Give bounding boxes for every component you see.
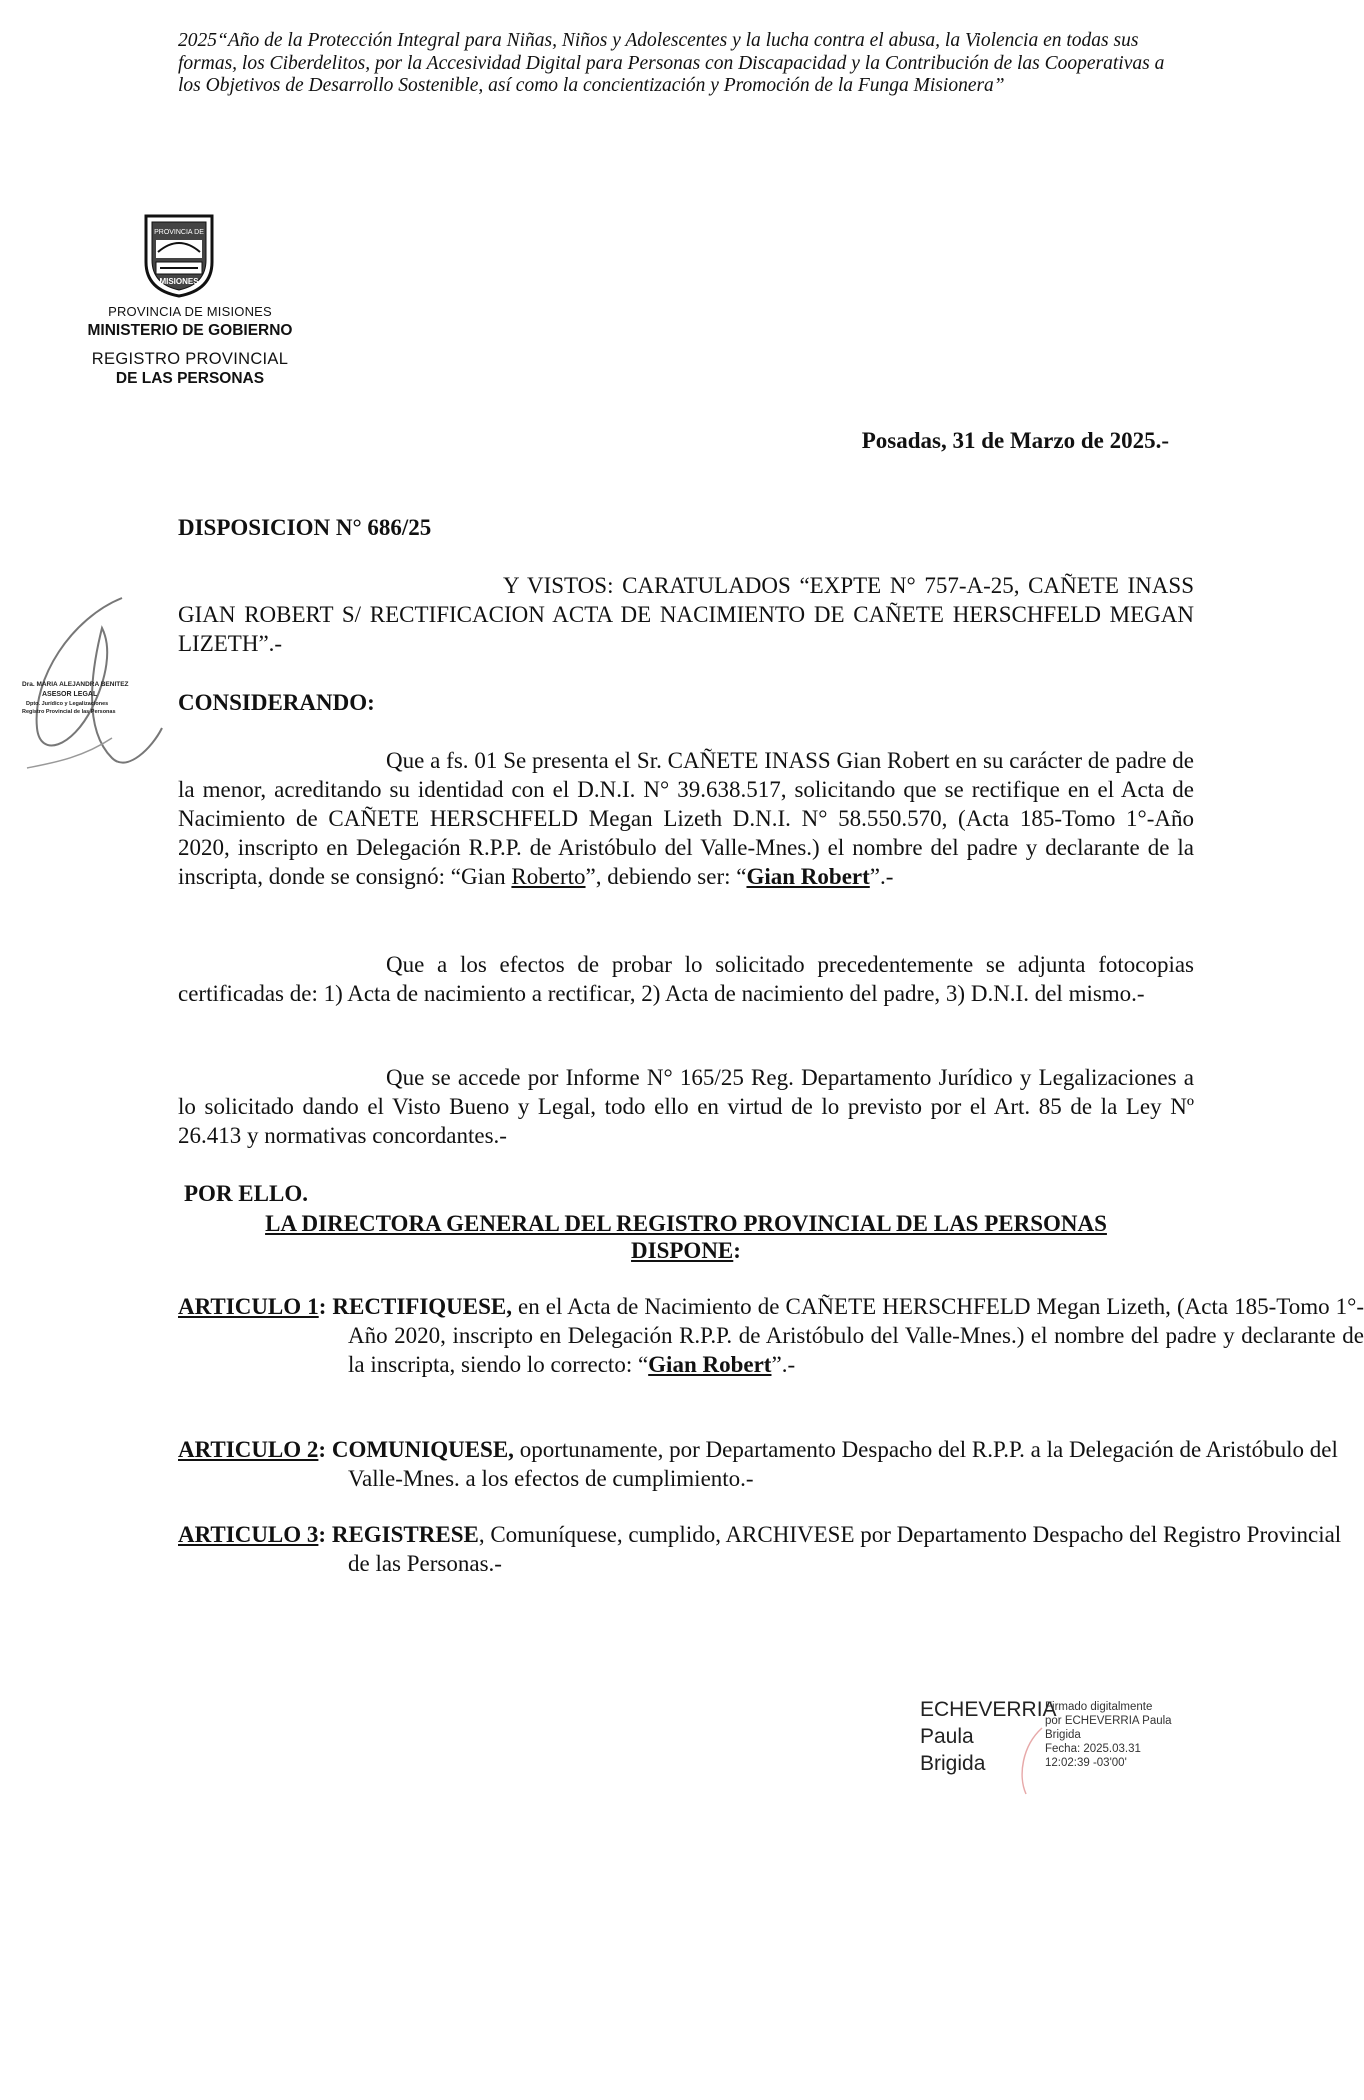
stamp-line-3: Dpto. Jurídico y Legalizaciones bbox=[26, 701, 109, 707]
organization-block bbox=[60, 302, 320, 388]
dispone-colon: : bbox=[733, 1238, 741, 1263]
article-3-text: , Comuníquese, cumplido, ARCHIVESE por Departamento Despacho del Registro Provincial de las Personas.- bbox=[348, 1522, 1342, 1576]
article-2-text: oportunamente, por Departamento Despacho del R.P.P. a la Delegación de Aristóbulo del Valle-Mnes. a los efectos de cumplimiento.- bbox=[348, 1437, 1338, 1491]
dispone-word: DISPONE bbox=[631, 1238, 734, 1263]
org-line-persons bbox=[60, 369, 320, 388]
seal-text-top: PROVINCIA DE bbox=[154, 229, 204, 236]
article-1-verb: RECTIFIQUESE, bbox=[332, 1294, 512, 1319]
considerando-paragraph-2: Que a los efectos de probar lo solicitado precedentemente se adjunta fotocopias certificadas de: 1) Acta de nacimiento a rectificar, 2) Acta de nacimiento del padre, 3) D.N.I. del mismo.- bbox=[178, 952, 1194, 1006]
article-2-colon: : bbox=[318, 1437, 332, 1462]
article-1-end: ”.- bbox=[771, 1352, 796, 1377]
vistos-paragraph: Y VISTOS: CARATULADOS “EXPTE N° 757-A-25, CAÑETE INASS GIAN ROBERT S/ RECTIFICACION ACTA DE NACIMIENTO DE CAÑETE HERSCHFELD MEGAN LIZETH”.- bbox=[178, 573, 1194, 656]
p1-text: Que a fs. 01 Se presenta el Sr. CAÑETE INASS Gian Robert en su carácter de padre de la menor, acreditando su identidad con el D.N.I. N° 39.638.517, solicitando que se rectifique en el Acta de Nacimiento de CAÑETE HERSCHFELD Megan Lizeth D.N.I. N° 58.550.570, (Acta 185-Tomo 1°-Año 2020, inscripto en Delegación R.P.P. de Aristóbulo del Valle-Mnes.) el nombre del padre y declarante de la inscripta, donde se consignó: “Gian bbox=[178, 748, 1194, 889]
article-3 bbox=[178, 1520, 1364, 1578]
por-ello: POR ELLO. bbox=[184, 1181, 308, 1206]
considerando-title: CONSIDERANDO: bbox=[178, 690, 375, 715]
org-line-persons-b: PERSONAS bbox=[177, 370, 265, 387]
seal-text-bottom: MISIONES bbox=[159, 277, 199, 286]
signer-name-line-3: Brigida bbox=[920, 1752, 986, 1775]
disposition-title: DISPOSICION N° 686/25 bbox=[178, 515, 432, 540]
header-motto: 2025“Año de la Protección Integral para Niñas, Niños y Adolescentes y la lucha contra el abusa, la Violencia en todas sus formas, los Ciberdelitos, por la Accesividad Digital para Personas con Discapacidad y la Contribución de las Cooperativas a los Objetivos de Desarrollo Sostenible, así como la concientización y Promoción de la Funga Misionera” bbox=[178, 30, 1165, 96]
stamp-line-4: Registro Provincial de las Personas bbox=[22, 709, 116, 715]
article-3-verb: REGISTRESE bbox=[331, 1522, 479, 1547]
article-2-verb: COMUNIQUESE, bbox=[331, 1437, 514, 1462]
org-line-ministry: MINISTERIO DE GOBIERNO bbox=[87, 322, 293, 339]
article-1-label: ARTICULO 1 bbox=[178, 1294, 319, 1319]
org-line-registry: REGISTRO PROVINCIAL bbox=[91, 350, 289, 368]
signature-meta-line-4: Fecha: 2025.03.31 bbox=[1045, 1743, 1141, 1755]
document-date: Posadas, 31 de Marzo de 2025.- bbox=[861, 428, 1169, 453]
signature-meta-line-5: 12:02:39 -03'00' bbox=[1045, 1757, 1127, 1769]
article-2 bbox=[178, 1435, 1364, 1493]
considerando-paragraph-3: Que se accede por Informe N° 165/25 Reg. Departamento Jurídico y Legalizaciones a lo solicitado dando el Visto Bueno y Legal, todo ello en virtud de lo previsto por el Art. 85 de la Ley Nº 26.413 y normativas concordantes.- bbox=[178, 1065, 1194, 1148]
signer-name-line-2: Paula bbox=[920, 1725, 974, 1748]
dispone-line bbox=[178, 1237, 1194, 1264]
directora-heading bbox=[178, 1210, 1194, 1264]
signature-meta-line-1: Firmado digitalmente bbox=[1045, 1701, 1153, 1713]
p1-underlined: Roberto bbox=[511, 864, 586, 889]
considerando-paragraph-1 bbox=[178, 746, 1194, 891]
signature-meta-line-3: Brigida bbox=[1045, 1729, 1081, 1741]
article-1-text: en el Acta de Nacimiento de CAÑETE HERSCHFELD Megan Lizeth, (Acta 185-Tomo 1°-Año 2020, inscripto en Delegación R.P.P. de Aristóbulo del Valle-Mnes.) el nombre del padre y declarante de la inscripta, siendo lo correcto: “ bbox=[348, 1294, 1364, 1377]
article-2-label: ARTICULO 2 bbox=[178, 1437, 319, 1462]
legal-advisor-signature bbox=[12, 588, 172, 798]
article-3-label: ARTICULO 3 bbox=[178, 1522, 319, 1547]
p1-bold-underlined: Gian Robert bbox=[746, 864, 870, 889]
p1-mid: ”, debiendo ser: “ bbox=[585, 864, 747, 889]
stamp-line-2: ASESOR LEGAL bbox=[42, 691, 98, 698]
stamp-line-1: Dra. MARIA ALEJANDRA BENITEZ bbox=[22, 681, 129, 688]
article-1-bold-underlined: Gian Robert bbox=[648, 1352, 772, 1377]
article-3-colon: : bbox=[318, 1522, 332, 1547]
article-1-colon: : bbox=[318, 1294, 333, 1319]
org-line-province: PROVINCIA DE MISIONES bbox=[108, 304, 272, 319]
org-line-persons-a: DE LAS bbox=[115, 370, 178, 387]
signer-name-line-1: ECHEVERRIA bbox=[920, 1698, 1057, 1721]
province-seal-icon bbox=[140, 212, 218, 298]
article-1 bbox=[178, 1292, 1364, 1379]
signature-meta-line-2: por ECHEVERRIA Paula bbox=[1045, 1715, 1172, 1727]
signature-metadata bbox=[1045, 1700, 1172, 1770]
digital-signature bbox=[920, 1696, 1180, 1806]
directora-title: LA DIRECTORA GENERAL DEL REGISTRO PROVINCIAL DE LAS PERSONAS bbox=[265, 1211, 1107, 1236]
p1-end: ”.- bbox=[869, 864, 894, 889]
